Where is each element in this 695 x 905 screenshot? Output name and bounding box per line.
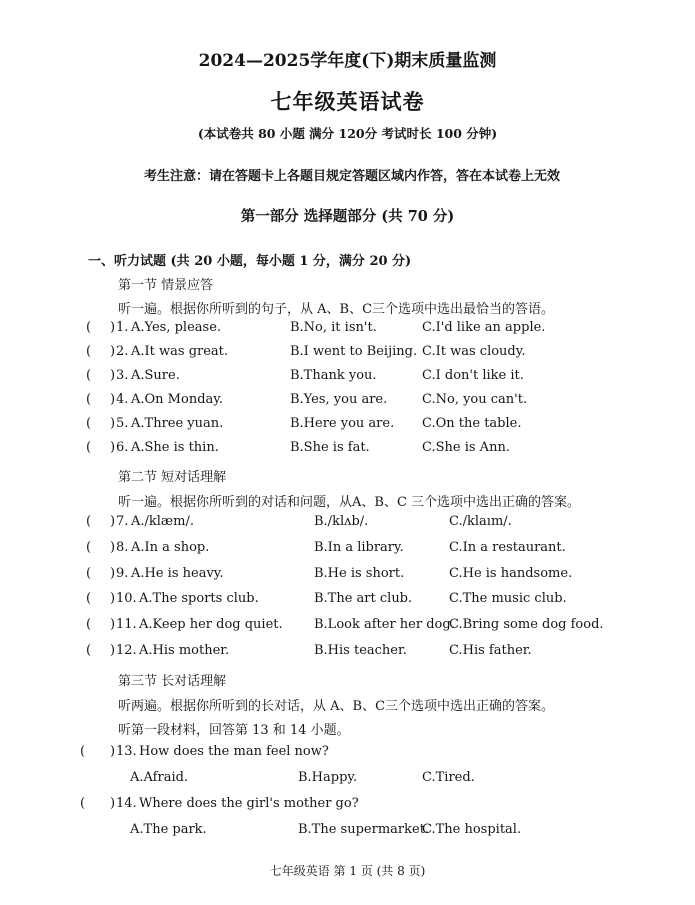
question-number: 6. [116, 440, 129, 455]
answer-paren-close: ) [110, 617, 116, 632]
option-a: A./klæm/. [131, 514, 194, 529]
option-b: B.Here you are. [290, 416, 395, 431]
option-c: C.Bring some dog food. [449, 617, 604, 632]
answer-paren-open: ( [80, 796, 86, 811]
option-b: B.She is fat. [290, 440, 370, 455]
subsection-1-title: 第一节 情景应答 [118, 278, 214, 293]
answer-paren-close: ) [110, 344, 116, 359]
subsection-3-material: 听第一段材料，回答第 13 和 14 小题。 [118, 723, 350, 738]
subsection-2-title: 第二节 短对话理解 [118, 470, 227, 485]
subsection-3-instruction: 听两遍。根据你所听到的长对话，从 A、B、C三个选项中选出正确的答案。 [118, 699, 555, 714]
exam-info: (本试卷共 80 小题 满分 120分 考试时长 100 分钟) [197, 126, 498, 141]
part-one-title: 第一部分 选择题部分 (共 70 分) [240, 208, 455, 225]
option-c: C.In a restaurant. [449, 540, 566, 555]
option-a: A.Sure. [131, 368, 180, 383]
answer-paren-close: ) [110, 368, 116, 383]
option-b: B.He is short. [314, 566, 405, 581]
option-a: A.Afraid. [130, 770, 189, 785]
option-c: C.His father. [449, 643, 532, 658]
question-number: 5. [116, 416, 129, 431]
option-c: C.No, you can't. [422, 392, 528, 407]
option-c: C.He is handsome. [449, 566, 573, 581]
answer-paren-close: ) [110, 416, 116, 431]
answer-paren-close: ) [110, 643, 116, 658]
exam-subtitle: 七年级英语试卷 [270, 89, 425, 114]
question-stem: How does the man feel now? [139, 744, 329, 759]
question-number: 11. [116, 617, 137, 632]
answer-paren-close: ) [110, 540, 116, 555]
option-b: B.Yes, you are. [290, 392, 388, 407]
option-c: C.She is Ann. [422, 440, 510, 455]
option-c: C.I don't like it. [422, 368, 524, 383]
option-a: A.In a shop. [131, 540, 210, 555]
answer-paren-open: ( [86, 416, 92, 431]
option-a: A.Keep her dog quiet. [139, 617, 283, 632]
answer-paren-open: ( [86, 514, 92, 529]
answer-paren-open: ( [86, 368, 92, 383]
option-c: C.The music club. [449, 591, 567, 606]
question-number: 3. [116, 368, 129, 383]
question-number: 1. [116, 320, 129, 335]
option-c: C.On the table. [422, 416, 522, 431]
option-c: C.The hospital. [422, 822, 522, 837]
question-stem: Where does the girl's mother go? [139, 796, 359, 811]
subsection-2-instruction: 听一遍。根据你所听到的对话和问题，从A、B、C 三个选项中选出正确的答案。 [118, 495, 581, 510]
answer-paren-open: ( [86, 617, 92, 632]
answer-paren-close: ) [110, 320, 116, 335]
subsection-3-title: 第三节 长对话理解 [118, 674, 227, 689]
answer-paren-open: ( [86, 344, 92, 359]
question-number: 2. [116, 344, 129, 359]
answer-paren-close: ) [110, 392, 116, 407]
option-b: B.The supermarket. [298, 822, 430, 837]
question-number: 13. [116, 744, 137, 759]
question-number: 12. [116, 643, 137, 658]
answer-paren-open: ( [86, 591, 92, 606]
answer-paren-open: ( [86, 540, 92, 555]
option-a: A.Three yuan. [131, 416, 224, 431]
option-b: B.I went to Beijing. [290, 344, 418, 359]
answer-paren-close: ) [110, 514, 116, 529]
option-b: B.Thank you. [290, 368, 377, 383]
exam-title: 2024—2025学年度(下)期末质量监测 [198, 51, 497, 71]
option-a: A.On Monday. [131, 392, 224, 407]
option-b: B.No, it isn't. [290, 320, 377, 335]
option-c: C.I'd like an apple. [422, 320, 546, 335]
answer-paren-close: ) [110, 796, 116, 811]
option-c: C.Tired. [422, 770, 475, 785]
subsection-1-instruction: 听一遍。根据你所听到的句子，从 A、B、C三个选项中选出最恰当的答语。 [118, 302, 555, 317]
option-a: A.The park. [130, 822, 207, 837]
option-b: B.Happy. [298, 770, 358, 785]
question-number: 14. [116, 796, 137, 811]
page-footer: 七年级英语 第 1 页 (共 8 页) [269, 864, 426, 878]
question-number: 4. [116, 392, 129, 407]
answer-paren-open: ( [86, 392, 92, 407]
answer-paren-open: ( [80, 744, 86, 759]
answer-paren-close: ) [110, 440, 116, 455]
candidate-notice: 考生注意：请在答题卡上各题目规定答题区域内作答，答在本试卷上无效 [144, 169, 561, 184]
option-a: A.His mother. [139, 643, 230, 658]
option-b: B.In a library. [314, 540, 404, 555]
answer-paren-close: ) [110, 591, 116, 606]
option-a: A.He is heavy. [131, 566, 224, 581]
answer-paren-close: ) [110, 566, 116, 581]
question-number: 7. [116, 514, 129, 529]
option-c: C./klaım/. [449, 514, 512, 529]
option-a: A.The sports club. [139, 591, 259, 606]
answer-paren-open: ( [86, 440, 92, 455]
question-number: 10. [116, 591, 137, 606]
option-a: A.Yes, please. [131, 320, 222, 335]
question-number: 9. [116, 566, 129, 581]
option-b: B.The art club. [314, 591, 413, 606]
option-b: B.His teacher. [314, 643, 407, 658]
answer-paren-open: ( [86, 566, 92, 581]
option-b: B./klʌb/. [314, 514, 369, 529]
option-c: C.It was cloudy. [422, 344, 526, 359]
answer-paren-open: ( [86, 643, 92, 658]
section-heading: 一、听力试题 (共 20 小题，每小题 1 分，满分 20 分) [88, 254, 412, 269]
question-number: 8. [116, 540, 129, 555]
option-b: B.Look after her dog. [314, 617, 455, 632]
option-a: A.She is thin. [131, 440, 219, 455]
answer-paren-open: ( [86, 320, 92, 335]
option-a: A.It was great. [131, 344, 229, 359]
answer-paren-close: ) [110, 744, 116, 759]
